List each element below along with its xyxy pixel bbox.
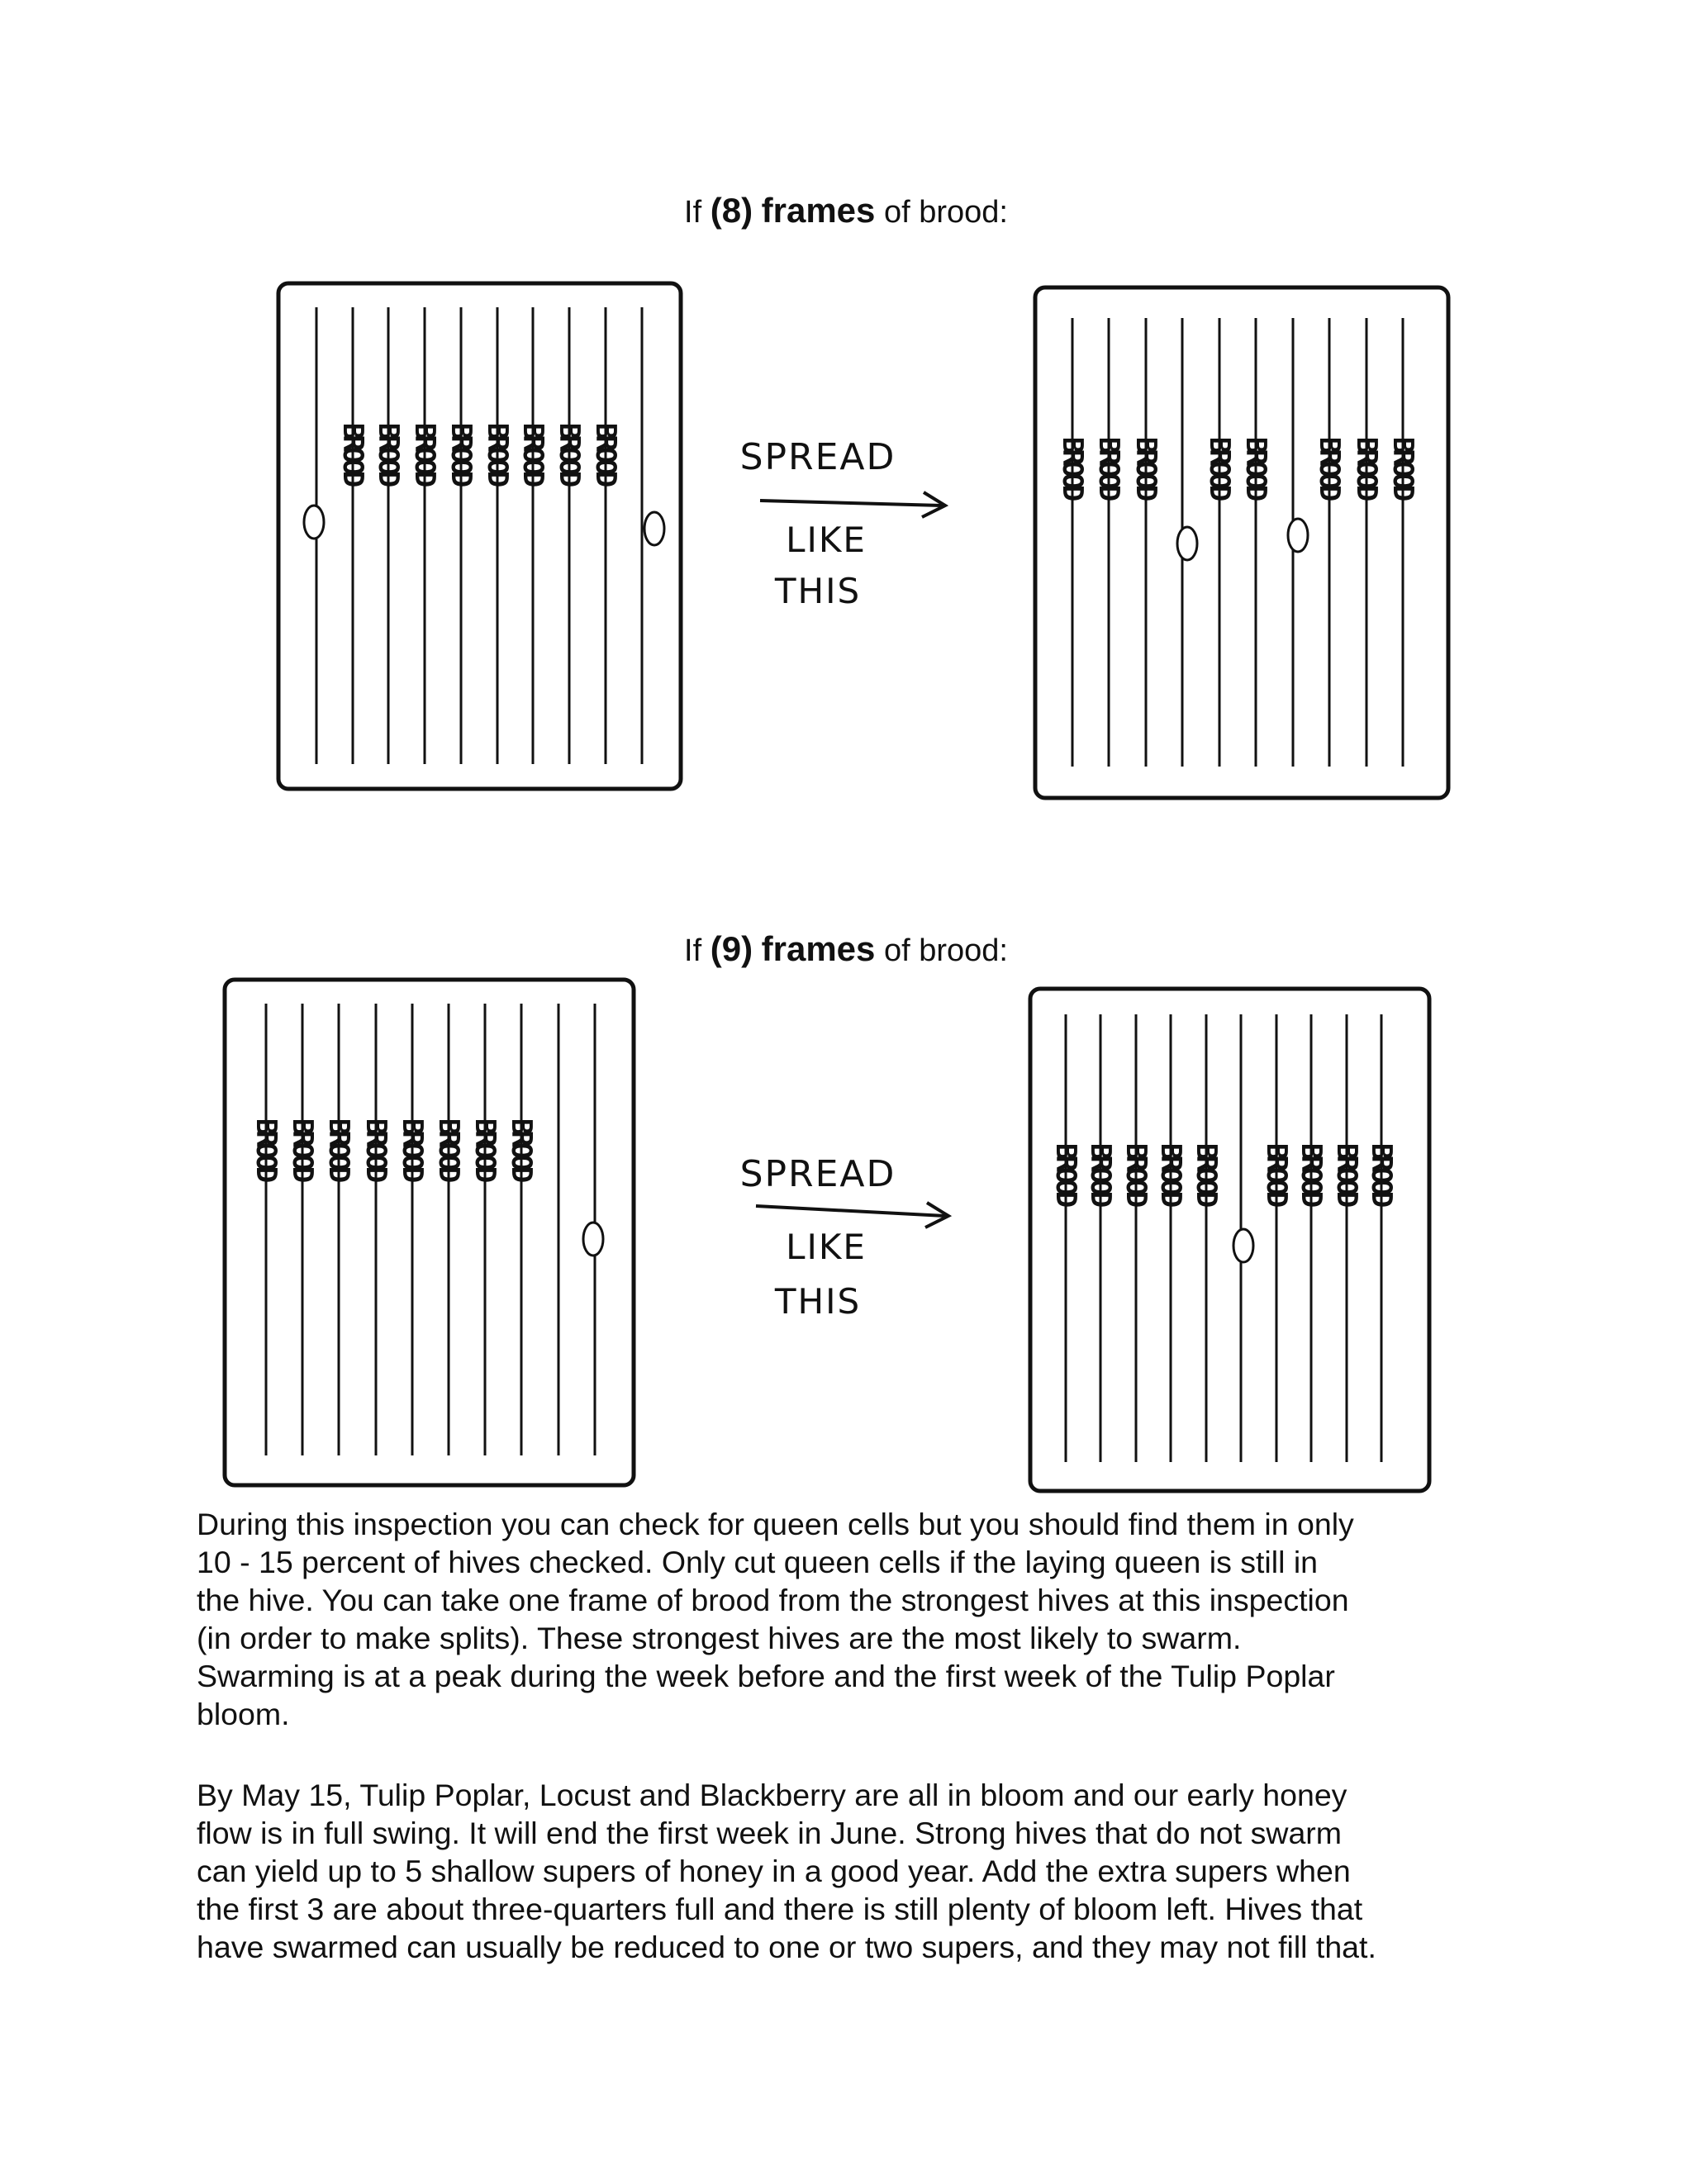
text-line: bloom. xyxy=(197,1697,290,1731)
hive-box-after xyxy=(1035,287,1448,798)
section2-diagram xyxy=(225,980,1429,1491)
hive-box-after xyxy=(1030,989,1429,1491)
arrow-label-this: THIS xyxy=(774,1281,862,1322)
section1-heading-bold: frames xyxy=(761,191,876,230)
brood-label: BROOD xyxy=(1313,436,1346,497)
brood-label: BROOD xyxy=(481,422,514,483)
section1-heading-suffix: of brood: xyxy=(883,195,1008,230)
brood-label: BROOD xyxy=(1056,436,1089,497)
empty-cell-marker xyxy=(1177,527,1197,560)
brood-label: BROOD xyxy=(1239,436,1272,497)
brood-label: BROOD xyxy=(1154,1142,1187,1204)
brood-label: BROOD xyxy=(432,1118,465,1179)
brood-label: BROOD xyxy=(1330,1142,1363,1204)
text-line: the hive. You can take one frame of brood from the strongest hives at this inspection xyxy=(197,1583,1349,1617)
brood-label: BROOD xyxy=(553,422,586,483)
section2-heading-prefix: If xyxy=(684,933,702,968)
empty-cell-marker xyxy=(1233,1229,1253,1262)
hive-box-before xyxy=(278,283,681,789)
brood-label: BROOD xyxy=(336,422,369,483)
brood-label: BROOD xyxy=(1119,1142,1153,1204)
brood-label: BROOD xyxy=(1049,1142,1082,1204)
brood-label: BROOD xyxy=(359,1118,392,1179)
empty-cell-marker xyxy=(1288,519,1308,552)
brood-label: BROOD xyxy=(1092,436,1125,497)
brood-label: BROOD xyxy=(322,1118,355,1179)
brood-label: BROOD xyxy=(505,1118,538,1179)
text-line: 10 - 15 percent of hives checked. Only cut queen cells if the laying queen is still in xyxy=(197,1545,1319,1579)
brood-label: BROOD xyxy=(1260,1142,1293,1204)
empty-cell-marker xyxy=(304,506,324,539)
brood-label: BROOD xyxy=(408,422,441,483)
frame-group xyxy=(250,1004,603,1455)
section1-diagram xyxy=(278,283,1448,798)
frame-group xyxy=(1049,1014,1398,1462)
section2-heading-bold: frames xyxy=(761,929,876,968)
brood-label: BROOD xyxy=(589,422,622,483)
arrow-label-like: LIKE xyxy=(786,1227,867,1267)
section2-heading-suffix: of brood: xyxy=(883,933,1008,968)
brood-label: BROOD xyxy=(444,422,478,483)
brood-label: BROOD xyxy=(1190,1142,1223,1204)
text-line: During this inspection you can check for queen cells but you should find them in only xyxy=(197,1507,1354,1541)
brood-label: BROOD xyxy=(1350,436,1383,497)
text-line: Swarming is at a peak during the week before and the first week of the Tulip Poplar xyxy=(197,1659,1335,1693)
brood-label: BROOD xyxy=(1203,436,1236,497)
brood-label: BROOD xyxy=(250,1118,283,1179)
text-line: flow is in full swing. It will end the first week in June. Strong hives that do not swarm xyxy=(197,1816,1343,1850)
brood-label: BROOD xyxy=(468,1118,501,1179)
brood-label: BROOD xyxy=(1365,1142,1398,1204)
empty-cell-marker xyxy=(583,1223,603,1256)
brood-label: BROOD xyxy=(516,422,549,483)
frame-group xyxy=(1056,318,1419,767)
arrow-label-spread: SPREAD xyxy=(739,1153,896,1195)
arrow-label-this: THIS xyxy=(774,571,862,611)
spread-arrow xyxy=(740,1153,948,1322)
hive-box-before xyxy=(225,980,634,1485)
text-line: the first 3 are about three-quarters full and there is still plenty of bloom left. Hives that xyxy=(197,1892,1363,1926)
brood-label: BROOD xyxy=(1084,1142,1117,1204)
text-line: (in order to make splits). These strongest hives are the most likely to swarm. xyxy=(197,1621,1242,1655)
brood-label: BROOD xyxy=(372,422,405,483)
spread-arrow xyxy=(740,436,945,611)
section1-heading-prefix: If xyxy=(684,195,702,230)
brood-label: BROOD xyxy=(1295,1142,1328,1204)
brood-label: BROOD xyxy=(396,1118,429,1179)
brood-label: BROOD xyxy=(286,1118,319,1179)
arrow-label-like: LIKE xyxy=(786,520,867,560)
text-line: have swarmed can usually be reduced to one or two supers, and they may not fill that. xyxy=(197,1930,1376,1964)
paragraph-honey-flow xyxy=(197,1776,1485,1966)
text-line: By May 15, Tulip Poplar, Locust and Blackberry are all in bloom and our early honey xyxy=(197,1778,1347,1812)
brood-label: BROOD xyxy=(1386,436,1419,497)
section1-heading-count: (8) xyxy=(710,191,753,230)
empty-cell-marker xyxy=(644,512,664,545)
text-line: can yield up to 5 shallow supers of honey in a good year. Add the extra supers when xyxy=(197,1854,1351,1888)
brood-label: BROOD xyxy=(1129,436,1162,497)
frame-group xyxy=(304,307,664,764)
arrow-label-spread: SPREAD xyxy=(739,436,896,478)
section2-heading-count: (9) xyxy=(710,929,753,968)
paragraph-inspection xyxy=(197,1505,1485,1733)
